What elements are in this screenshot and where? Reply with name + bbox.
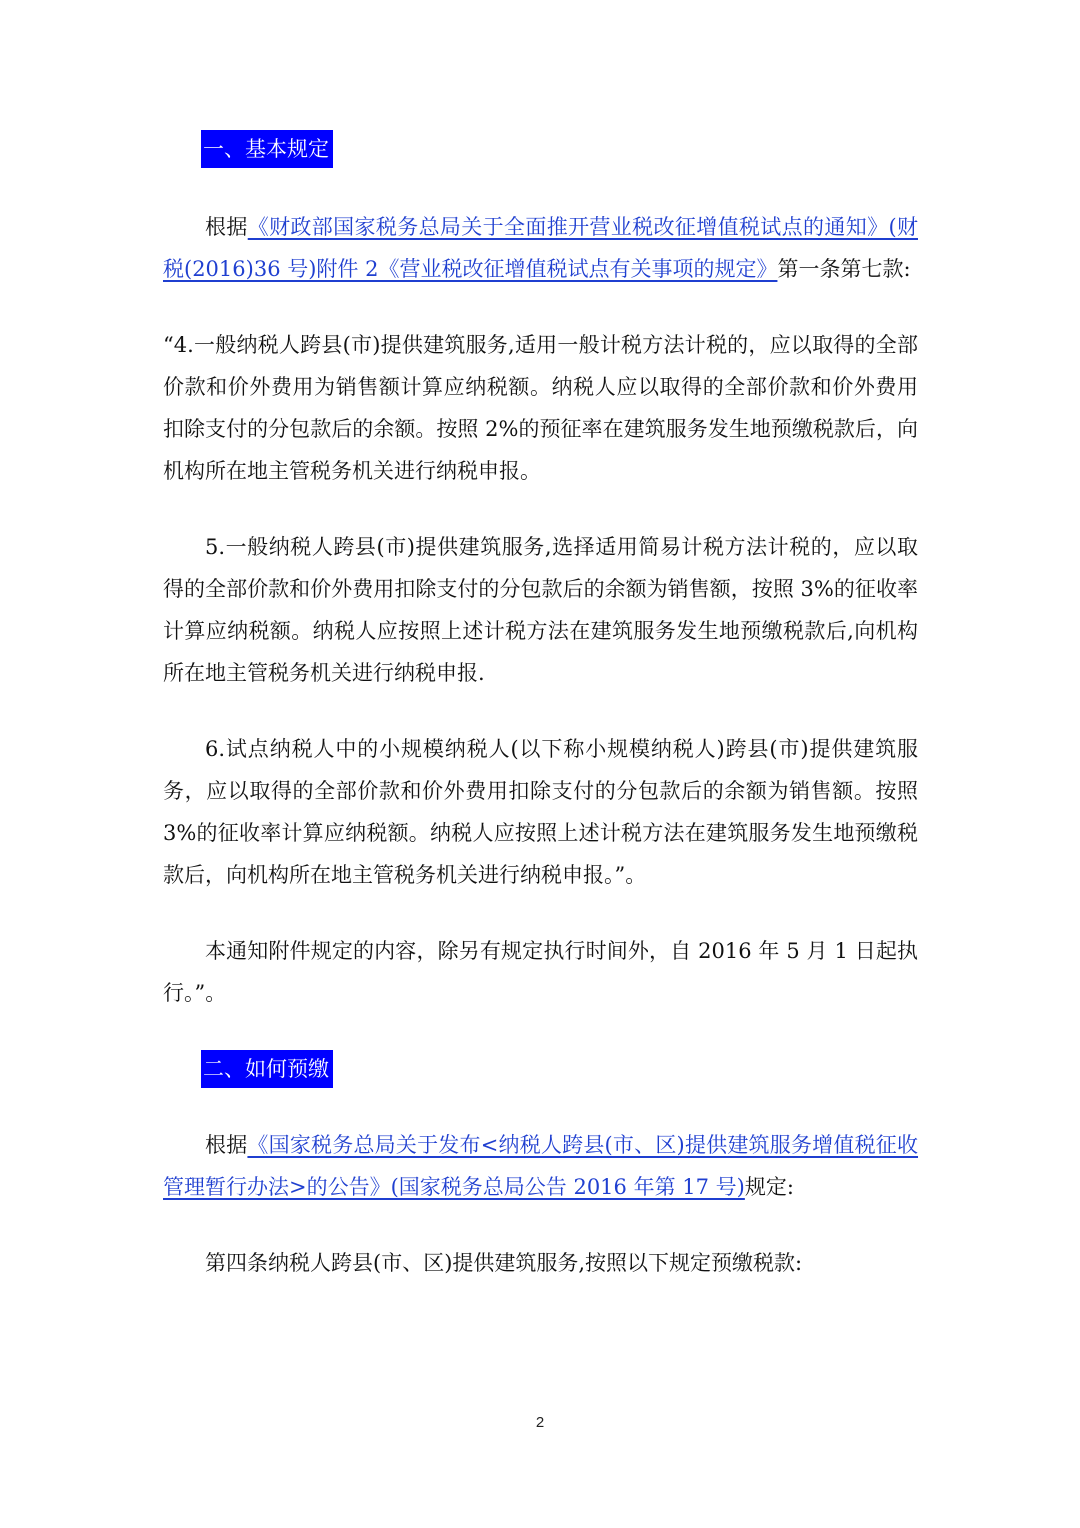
paragraph-article-4: 第四条纳税人跨县(市、区)提供建筑服务,按照以下规定预缴税款: — [205, 1251, 803, 1275]
paragraph-item-4: “4.一般纳税人跨县(市)提供建筑服务,适用一般计税方法计税的，应以取得的全部价款和价外费用为销售额计算应纳税额。纳税人应以取得的全部价款和价外费用扣除支付的分包款后的余额。按照 2%的预征率在建筑服务发生地预缴税款后，向机构所在地主管税务机关进行纳税申报。 — [163, 333, 918, 483]
page-number: 2 — [535, 1414, 545, 1431]
section-heading-how-to-prepay: 二、如何预缴 — [201, 1050, 333, 1088]
basis-prefix: 根据 — [205, 215, 248, 239]
paragraph-basis-notice — [163, 206, 918, 290]
paragraph-basis-announcement — [163, 1124, 918, 1208]
paragraph-item-6: 6.试点纳税人中的小规模纳税人(以下称小规模纳税人)跨县(市)提供建筑服务，应以取得的全部价款和价外费用扣除支付的分包款后的余额为销售额。按照 3%的征收率计算应纳税额。纳税人应按照上述计税方法在建筑服务发生地预缴税款后，向机构所在地主管税务机关进行纳税申报。”。 — [163, 737, 918, 887]
basis-suffix: 第一条第七款: — [777, 257, 911, 281]
basis-prefix: 根据 — [205, 1133, 248, 1157]
link-notice-36[interactable]: 《财政部国家税务总局关于全面推开营业税改征增值税试点的通知》(财税(2016)36 号)附件 2《营业税改征增值税试点有关事项的规定》 — [163, 215, 918, 281]
section-heading-basic-rules: 一、基本规定 — [201, 130, 333, 168]
paragraph-item-5: 5.一般纳税人跨县(市)提供建筑服务,选择适用简易计税方法计税的，应以取得的全部价款和价外费用扣除支付的分包款后的余额为销售额，按照 3%的征收率计算应纳税额。纳税人应按照上述计税方法在建筑服务发生地预缴税款后,向机构所在地主管税务机关进行纳税申报. — [163, 535, 918, 685]
link-announcement-17[interactable]: 《国家税务总局关于发布<纳税人跨县(市、区)提供建筑服务增值税征收管理暂行办法>的公告》(国家税务总局公告 2016 年第 17 号) — [163, 1133, 919, 1199]
basis-suffix: 规定: — [744, 1175, 794, 1199]
paragraph-effective-date: 本通知附件规定的内容，除另有规定执行时间外，自 2016 年 5 月 1 日起执行。”。 — [163, 939, 918, 1005]
